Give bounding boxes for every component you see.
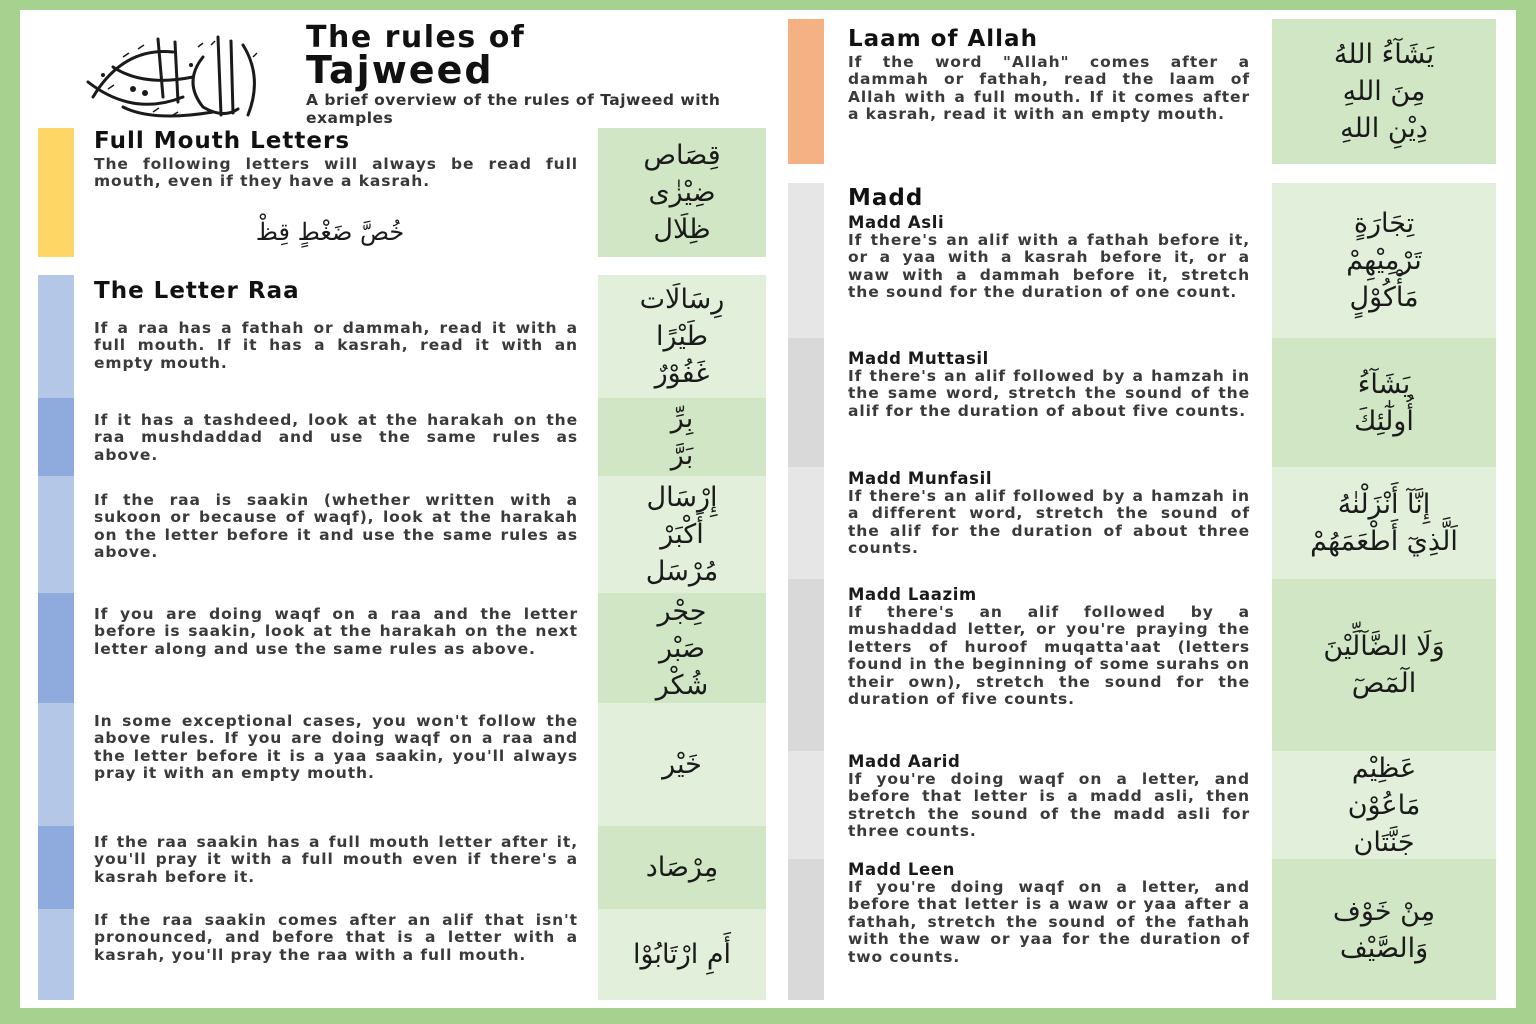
madd-type-examples: [1272, 751, 1496, 859]
madd-type-bar: [788, 467, 824, 579]
example-word: تِجَارَةٍ: [1353, 208, 1415, 239]
madd-type-text: If you're doing waqf on a letter, and before that letter is a madd asli, then stretch the sound of the madd asli for three counts.: [848, 770, 1250, 841]
raa-rule-examples: [598, 398, 766, 476]
raa-rule-bar: [38, 398, 74, 476]
raa-rule-bar: [38, 275, 74, 398]
example-word: بِرِّ: [670, 403, 694, 434]
laam-text: If the word "Allah" comes after a dammah or fathah, read the laam of Allah with a full mouth. If it comes after a kasrah, read it with an empty mouth.: [848, 53, 1250, 124]
madd-type-bar: [788, 859, 824, 1000]
example-word: ضِيْزٰى: [648, 177, 716, 208]
full-mouth-examples: [598, 128, 766, 257]
madd-type-text: If there's an alif followed by a hamzah in the same word, stretch the sound of the alif for the duration of about five counts.: [848, 367, 1250, 420]
example-word: خَيْر: [662, 749, 702, 780]
quran-calligraphy-logo: [58, 24, 278, 130]
example-word: تَرْمِيْهِمْ: [1346, 245, 1422, 276]
madd-type-text: If there's an alif followed by a mushaddad letter, or you're praying the letters of huroof muqatta'aat (letters found in the beginning of some surahs on their own), stretch the sound for the duration of five counts.: [848, 603, 1250, 709]
raa-rule-text: If the raa saakin comes after an alif that isn't pronounced, and before that is a letter with a kasrah, you'll pray the raa with a full mouth.: [94, 911, 578, 964]
laam-title: Laam of Allah: [848, 26, 1038, 52]
full-mouth-letters: خُصَّ ضَغْطٍ قِظْ: [255, 218, 405, 246]
madd-type-block: [848, 470, 1250, 558]
raa-rule-bar: [38, 826, 74, 909]
full-mouth-text: The following letters will always be read full mouth, even if they have a kasrah.: [94, 155, 578, 191]
madd-type-bar: [788, 751, 824, 859]
raa-rule-bar: [38, 593, 74, 703]
raa-title: The Letter Raa: [94, 278, 300, 304]
example-word: مِنَ اللهِ: [1342, 76, 1426, 107]
example-word: صَبْر: [659, 632, 705, 664]
example-word: أُولٰٓئِكَ: [1354, 405, 1414, 437]
raa-rule-bar: [38, 703, 74, 826]
madd-type-bar: [788, 579, 824, 751]
calligraphy-icon: [63, 27, 273, 127]
example-word: مُرْسَل: [645, 556, 719, 587]
example-word: يَشَآءُ: [1357, 368, 1411, 400]
tajweed-poster: [20, 10, 1516, 1008]
madd-type-examples: [1272, 579, 1496, 751]
subtitle: A brief overview of the rules of Tajweed with examples: [306, 91, 721, 127]
madd-type-name: Madd Aarid: [848, 752, 961, 771]
raa-rule-examples: [598, 909, 766, 1000]
madd-type-block: [848, 214, 1250, 302]
example-word: اَلَّذِيٓ أَطْعَمَهُمْ: [1310, 526, 1458, 557]
madd-type-examples: [1272, 183, 1496, 338]
example-word: دِيْنِ اللهِ: [1340, 113, 1428, 144]
madd-type-name: Madd Muttasil: [848, 349, 989, 368]
madd-type-examples: [1272, 467, 1496, 579]
raa-rule-text: If a raa has a fathah or dammah, read it with a full mouth. If it has a kasrah, read it with an empty mouth.: [94, 319, 578, 372]
raa-rule-examples: [598, 275, 766, 398]
raa-rule-text: If you are doing waqf on a raa and the letter before is saakin, look at the harakah on the next letter along and use the same rules as above.: [94, 605, 578, 658]
example-word: يَشَآءُ اللهُ: [1333, 39, 1435, 70]
example-word: مَاعُوْن: [1347, 789, 1421, 821]
example-word: غَفُوْرٌ: [654, 358, 710, 389]
example-word: قِصَاص: [643, 140, 721, 171]
madd-type-name: Madd Asli: [848, 213, 945, 232]
example-word: وَلَا الضَّآلِّيْنَ: [1323, 631, 1445, 662]
example-word: وَالصَّيْف: [1339, 932, 1429, 964]
madd-type-name: Madd Laazim: [848, 585, 977, 604]
full-mouth-color-bar: [38, 128, 74, 257]
example-word: طَيْرًا: [655, 321, 709, 352]
madd-type-block: [848, 861, 1250, 966]
madd-type-name: Madd Munfasil: [848, 469, 993, 488]
example-word: إِرْسَال: [646, 482, 718, 513]
raa-rule-examples: [598, 476, 766, 593]
raa-rule-bar: [38, 476, 74, 593]
madd-type-text: If you're doing waqf on a letter, and before that letter is a waw or yaa after a fathah, stretch the sound of the fathah with the waw or yaa for the duration of two counts.: [848, 878, 1250, 966]
example-word: الٓمٓصٓ: [1351, 668, 1417, 699]
title-line-1: The rules of: [306, 20, 526, 55]
example-word: حِجْر: [657, 595, 707, 627]
raa-rule-text: If it has a tashdeed, look at the harakah on the raa mushdaddad and use the same rules as above.: [94, 411, 578, 464]
madd-title: Madd: [848, 185, 924, 211]
raa-rule-examples: [598, 703, 766, 826]
madd-type-examples: [1272, 338, 1496, 467]
laam-color-bar: [788, 19, 824, 164]
example-word: عَظِيْم: [1351, 752, 1417, 784]
raa-rule-text: If the raa saakin has a full mouth letter after it, you'll pray it with a full mouth even if there's a kasrah before it.: [94, 833, 578, 886]
madd-type-name: Madd Leen: [848, 860, 955, 879]
raa-rule-examples: [598, 593, 766, 703]
full-mouth-title: Full Mouth Letters: [94, 128, 351, 154]
madd-type-block: [848, 753, 1250, 841]
raa-rule-examples: [598, 826, 766, 909]
example-word: رِسَالَات: [639, 284, 725, 315]
example-word: إِنَّآ أَنْزَلْنٰهُ: [1337, 489, 1431, 520]
example-word: جَنَّتَان: [1353, 826, 1415, 858]
raa-rule-bar: [38, 909, 74, 1000]
example-word: مَأْكُوْلٍ: [1349, 282, 1419, 313]
example-word: مِرْصَاد: [645, 852, 719, 883]
title-line-2: Tajweed: [306, 48, 494, 92]
madd-type-bar: [788, 183, 824, 338]
raa-rule-text: If the raa is saakin (whether written with a sukoon or because of waqf), look at the harakah on the letter before it and use the same rules as above.: [94, 491, 578, 562]
example-word: أَمِ ارْتَابُوْا: [632, 939, 732, 970]
raa-rule-text: In some exceptional cases, you won't follow the above rules. If you are doing waqf on a raa and the letter before it is a yaa saakin, you'll always pray it with an empty mouth.: [94, 712, 578, 783]
madd-type-block: [848, 350, 1250, 420]
example-word: أَكْبَرْ: [660, 519, 704, 550]
example-word: شُكْر: [655, 669, 709, 701]
madd-type-text: If there's an alif with a fathah before it, or a yaa with a kasrah before it, or a waw with a dammah before it, stretch the sound for the duration of one count.: [848, 231, 1250, 302]
example-word: بَرَّ: [670, 440, 694, 471]
madd-type-block: [848, 586, 1250, 708]
example-word: ظِلَال: [653, 214, 711, 245]
example-word: مِنْ خَوْف: [1332, 895, 1436, 927]
madd-type-bar: [788, 338, 824, 467]
madd-type-text: If there's an alif followed by a hamzah in a different word, stretch the sound of the alif for the duration of about three counts.: [848, 487, 1250, 558]
laam-examples: [1272, 19, 1496, 164]
madd-type-examples: [1272, 859, 1496, 1000]
